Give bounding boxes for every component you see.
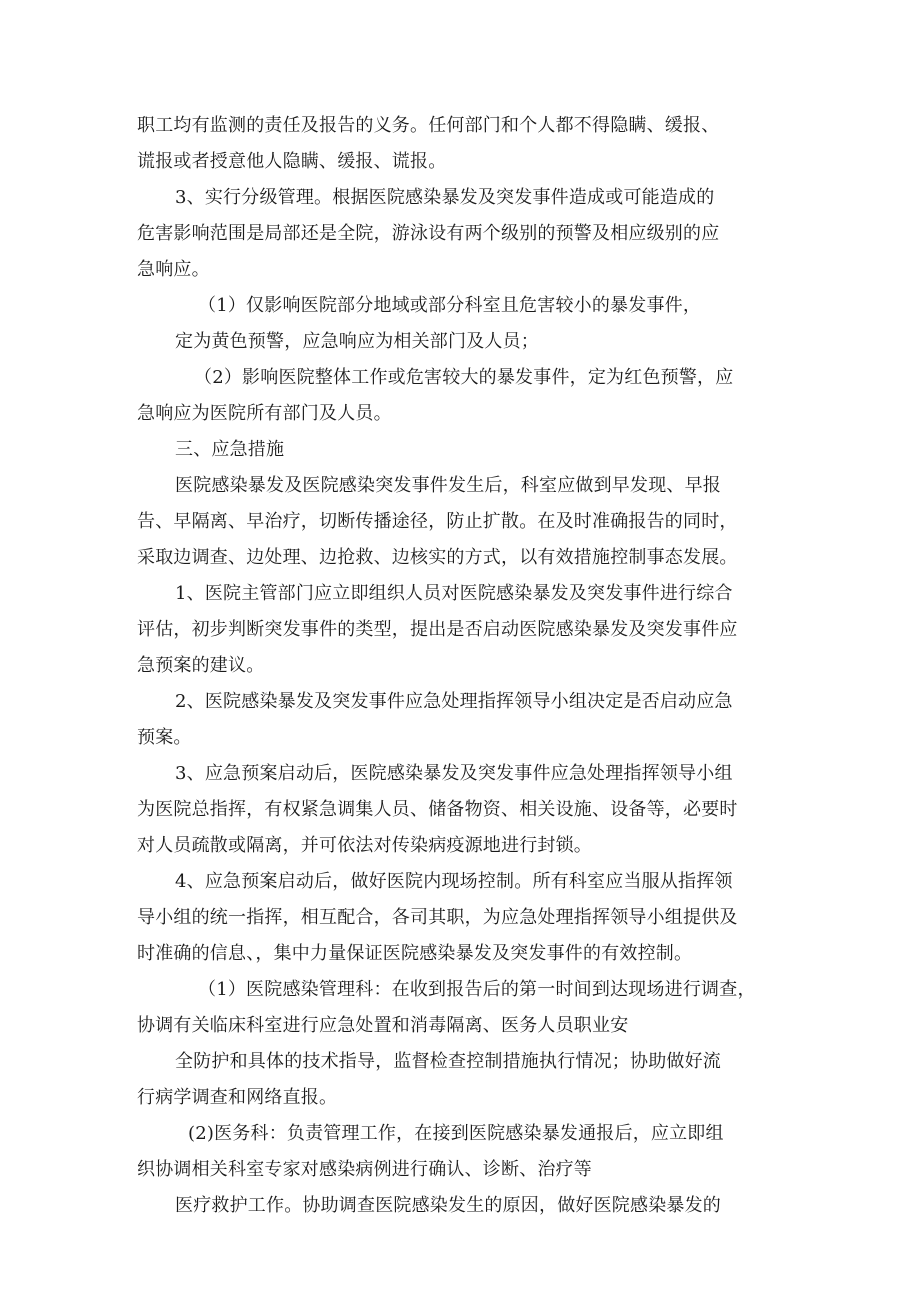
- text-line: （2）影响医院整体工作或危害较大的暴发事件，定为红色预警，应: [194, 367, 734, 388]
- text-line: 行病学调查和网络直报。: [137, 1087, 338, 1108]
- text-line: （1）仅影响医院部分地域或部分科室且危害较小的暴发事件，: [198, 295, 702, 316]
- section-heading: 三、应急措施: [175, 439, 285, 460]
- text-line: (2)医务科：负责管理工作，在接到医院感染暴发通报后，应立即组: [188, 1123, 724, 1144]
- text-line: 对人员疏散或隔离，并可依法对传染病疫源地进行封锁。: [137, 835, 592, 856]
- text-line: 全防护和具体的技术指导，监督检查控制措施执行情况；协助做好流: [175, 1051, 721, 1072]
- text-line: 告、早隔离、早治疗，切断传播途径，防止扩散。在及时准确报告的同时，: [137, 511, 738, 532]
- text-line: 急响应。: [137, 259, 210, 280]
- text-line: 3、应急预案启动后，医院感染暴发及突发事件应急处理指挥领导小组: [175, 763, 733, 784]
- text-line: 为医院总指挥，有权紧急调集人员、储备物资、相关设施、设备等，必要时: [137, 799, 738, 820]
- text-line: 定为黄色预警，应急响应为相关部门及人员；: [175, 331, 539, 352]
- text-line: 3、实行分级管理。根据医院感染暴发及突发事件造成或可能造成的: [175, 187, 715, 208]
- text-line: 织协调相关科室专家对感染病例进行确认、诊断、治疗等: [137, 1159, 592, 1180]
- text-line: 1、医院主管部门应立即组织人员对医院感染暴发及突发事件进行综合: [175, 583, 733, 604]
- text-line: 采取边调查、边处理、边抢救、边核实的方式，以有效措施控制事态发展。: [137, 547, 738, 568]
- text-line: 评估，初步判断突发事件的类型，提出是否启动医院感染暴发及突发事件应: [137, 619, 738, 640]
- text-line: 危害影响范围是局部还是全院，游泳设有两个级别的预警及相应级别的应: [137, 223, 720, 244]
- text-line: 医疗救护工作。协助调查医院感染发生的原因，做好医院感染暴发的: [175, 1195, 721, 1216]
- text-line: 急响应为医院所有部门及人员。: [137, 403, 392, 424]
- text-line: （1）医院感染管理科：在收到报告后的第一时间到达现场进行调查，: [198, 979, 756, 1000]
- text-line: 谎报或者授意他人隐瞒、缓报、谎报。: [137, 151, 447, 172]
- text-line: 协调有关临床科室进行应急处置和消毒隔离、医务人员职业安: [137, 1015, 629, 1036]
- text-line: 4、应急预案启动后，做好医院内现场控制。所有科室应当服从指挥领: [175, 871, 733, 892]
- text-line: 导小组的统一指挥，相互配合，各司其职，为应急处理指挥领导小组提供及: [137, 907, 738, 928]
- text-line: 预案。: [137, 727, 192, 748]
- text-line: 急预案的建议。: [137, 655, 265, 676]
- text-line: 医院感染暴发及医院感染突发事件发生后，科室应做到早发现、早报: [175, 475, 721, 496]
- text-line: 职工均有监测的责任及报告的义务。任何部门和个人都不得隐瞒、缓报、: [137, 115, 720, 136]
- text-line: 时准确的信息、，集中力量保证医院感染暴发及突发事件的有效控制。: [137, 943, 693, 964]
- text-line: 2、医院感染暴发及突发事件应急处理指挥领导小组决定是否启动应急: [175, 691, 733, 712]
